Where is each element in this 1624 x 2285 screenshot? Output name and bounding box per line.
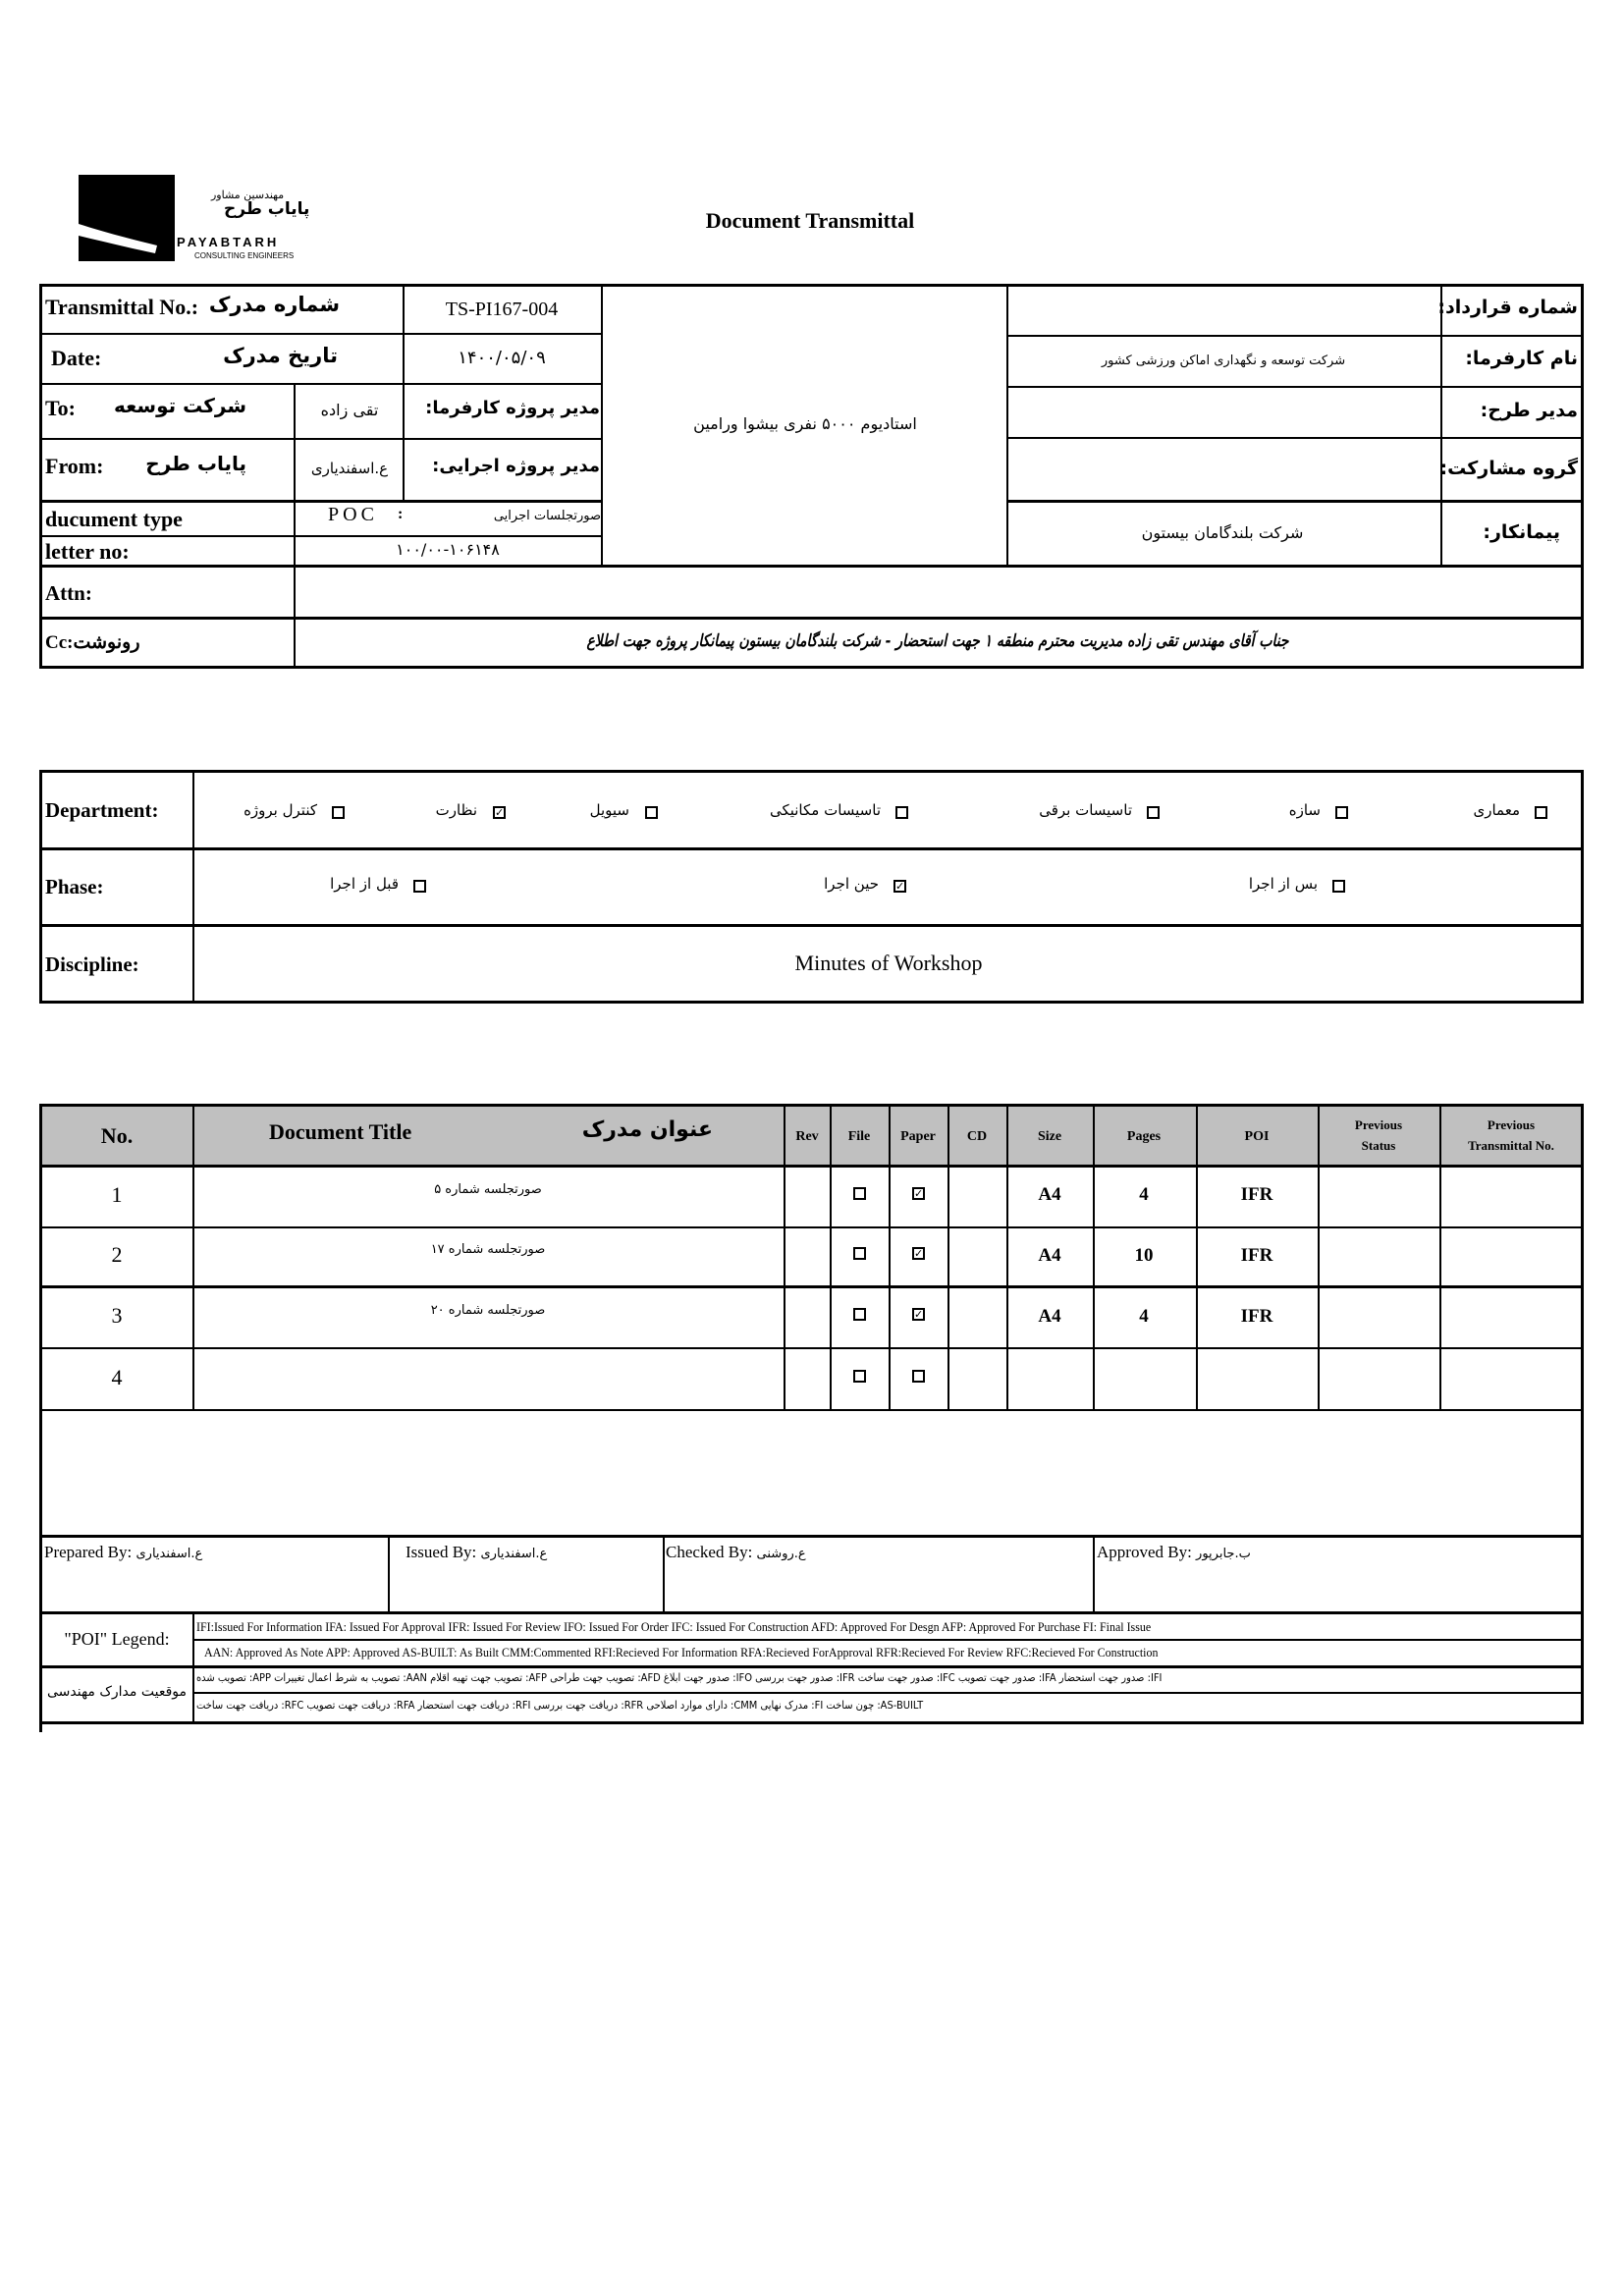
column-divider (889, 1104, 891, 1411)
column-divider (1439, 1104, 1441, 1411)
logo-latin-name: PAYABTARH (177, 235, 280, 249)
doc-type-value: صورتجلسات اجرایی (493, 509, 601, 523)
page-title: Document Transmittal (705, 208, 915, 233)
prepared-by-value: ع.اسفندیاری (135, 1547, 203, 1561)
checkmark-icon: ✓ (495, 806, 505, 819)
col-header-no: No. (100, 1123, 134, 1148)
checkmark-icon: ✓ (914, 1186, 924, 1200)
row-file-checkbox[interactable] (853, 1247, 866, 1260)
doc-type-code: POC (328, 504, 378, 525)
row-size: A4 (1038, 1184, 1061, 1205)
col-header-rev: Rev (795, 1129, 819, 1144)
department-checkbox[interactable] (1147, 806, 1160, 819)
row-poi: IFR (1240, 1305, 1273, 1327)
department-checkbox[interactable] (332, 806, 345, 819)
logo-persian-name: پایاب طرح (224, 199, 310, 219)
col-header-title-fa: عنوان مدرک (581, 1117, 713, 1142)
checkmark-icon: ✓ (895, 880, 905, 893)
row-document-title: صورتجلسه شماره ۵ (434, 1181, 542, 1197)
contractor-value: شرکت بلندگامان بیستون (1141, 523, 1304, 542)
cc-value: جناب آقای مهندس تقی زاده مدیریت محترم منطقه ۱ جهت استحضار - شرکت بلندگامان بیستون پیمانکار پروژه جهت اطلاع (586, 631, 1289, 651)
column-divider (1006, 1104, 1008, 1411)
to-value: شرکت توسعه (113, 394, 246, 417)
company-logo-mark (79, 175, 175, 261)
transmittal-no-label-fa: شماره مدرک (208, 293, 340, 316)
col-header-paper: Paper (900, 1129, 936, 1144)
checked-by-label: Checked By: (666, 1543, 753, 1561)
row-paper-checkbox[interactable] (912, 1247, 925, 1260)
column-divider (1093, 1104, 1095, 1411)
prepared-by-label: Prepared By: (44, 1543, 133, 1561)
row-paper-checkbox[interactable] (912, 1308, 925, 1321)
poi-legend-label: "POI" Legend: (64, 1629, 170, 1649)
project-manager-label: مدیر طرح: (1480, 400, 1578, 421)
doc-type-separator: : (398, 506, 404, 522)
to-label: To: (45, 396, 76, 420)
phase-checkbox[interactable] (1332, 880, 1345, 893)
row-file-checkbox[interactable] (853, 1370, 866, 1383)
phase-checkbox[interactable] (413, 880, 426, 893)
column-divider (192, 1104, 194, 1411)
department-checkbox[interactable] (493, 806, 506, 819)
row-paper-checkbox[interactable] (912, 1187, 925, 1200)
from-person: ع.اسفندیاری (310, 460, 389, 477)
row-number: 2 (111, 1242, 123, 1267)
col-header-file: File (847, 1129, 871, 1144)
column-divider (1318, 1104, 1320, 1411)
poi-legend-line-2: AAN: Approved As Note APP: Approved AS-BUILT: As Built CMM:Commented RFI:Recieved For Information RFA:Recieved ForApproval RFR:Recieved For Review RFC:Recieved For Construction (204, 1645, 1159, 1659)
col-header-prev-status-1: Previous (1354, 1117, 1403, 1132)
discipline-label: Discipline: (45, 952, 139, 976)
letter-no-value: ۱۰۰/۰۰-۱۰۶۱۴۸ (396, 540, 500, 559)
poi-legend-line-1: IFI:Issued For Information IFA: Issued For Approval IFR: Issued For Review IFO: Issued For Order IFC: Issued For Construction AFD: Approved For Desgn AFP: Approved For Purchase FI: Final Issue (196, 1619, 1152, 1634)
status-legend-line-2: AS-BUILT: چون ساخت FI: مدرک نهایی CMM: دارای موارد اصلاحی RFR: دریافت جهت بررسی RFI: دریافت جهت استحضار RFA: دریافت جهت تصویب RFC: دریافت جهت ساخت (196, 1699, 924, 1712)
phase-option-label: قبل از اجرا (330, 875, 399, 893)
row-poi: IFR (1240, 1184, 1273, 1205)
col-header-title-en: Document Title (269, 1119, 412, 1144)
checked-by-value: ع.روشنی (756, 1547, 806, 1561)
col-header-pages: Pages (1126, 1129, 1162, 1144)
row-number: 3 (111, 1303, 123, 1328)
department-checkbox[interactable] (1335, 806, 1348, 819)
date-value: ۱۴۰۰/۰۵/۰۹ (458, 348, 546, 368)
date-label: Date: (51, 346, 102, 370)
transmittal-no-label: Transmittal No.: (45, 295, 199, 319)
department-option-label: تاسیسات مکانیکی (769, 801, 881, 819)
checked-by (666, 1544, 806, 1560)
department-option-label: نظارت (435, 801, 477, 819)
logo-tagline: CONSULTING ENGINEERS (194, 251, 295, 260)
client-value: شرکت توسعه و نگهداری اماکن ورزشی کشور (1101, 354, 1346, 368)
row-number: 1 (111, 1181, 123, 1207)
column-divider (830, 1104, 832, 1411)
department-checkbox[interactable] (895, 806, 908, 819)
cc-label (45, 633, 140, 652)
department-checkbox[interactable] (1535, 806, 1547, 819)
row-file-checkbox[interactable] (853, 1187, 866, 1200)
from-value: پایاب طرح (145, 452, 246, 475)
row-file-checkbox[interactable] (853, 1308, 866, 1321)
logo-persian-subtitle: مهندسین مشاور (211, 189, 285, 201)
row-pages: 4 (1139, 1184, 1149, 1205)
column-divider (1196, 1104, 1198, 1411)
issued-by-value: ع.اسفندیاری (480, 1547, 548, 1561)
col-header-cd: CD (966, 1129, 988, 1144)
phase-label: Phase: (45, 875, 104, 898)
column-divider (947, 1104, 949, 1411)
department-option-label: معماری (1473, 801, 1520, 819)
department-option-label: کنترل بروژه (244, 801, 317, 819)
phase-checkbox[interactable] (893, 880, 906, 893)
contractor-label: پیمانکار: (1483, 521, 1560, 543)
prepared-by (44, 1544, 202, 1560)
row-pages: 10 (1134, 1244, 1154, 1266)
status-legend-line-1: IFI: صدور جهت استحضار IFA: صدور جهت تصویب IFC: صدور جهت ساخت IFR: صدور جهت بررسی IFO: صدور جهت ابلاغ AFD: تصویب جهت طراحی AFP: تصویب جهت تهیه اقلام AAN: تصویب به شرط اعمال تغییرات APP: تصویب شده (196, 1671, 1163, 1684)
checkmark-icon: ✓ (914, 1308, 924, 1321)
department-option-label: تاسیسات برقی (1039, 801, 1132, 819)
row-poi: IFR (1240, 1244, 1273, 1266)
client-label: نام کارفرما: (1465, 348, 1578, 369)
col-header-size: Size (1037, 1129, 1062, 1144)
col-header-prev-status-2: Status (1361, 1138, 1396, 1153)
row-paper-checkbox[interactable] (912, 1370, 925, 1383)
project-name: استادیوم ۵۰۰۰ نفری بیشوا ورامین (693, 414, 917, 433)
row-pages: 4 (1139, 1305, 1149, 1327)
department-label: Department: (45, 798, 159, 822)
issued-by (406, 1544, 547, 1560)
col-header-prev-tx-2: Transmittal No. (1468, 1138, 1554, 1153)
row-document-title: صورتجلسه شماره ۱۷ (430, 1242, 546, 1257)
col-header-poi: POI (1244, 1129, 1270, 1144)
contract-no-label: شماره قرارداد: (1437, 297, 1578, 318)
phase-option-label: بس از اجرا (1248, 875, 1318, 893)
approved-by (1097, 1544, 1251, 1560)
letter-no-label: letter no: (45, 539, 130, 564)
row-size: A4 (1038, 1305, 1061, 1327)
approved-by-value: ب.جابرپور (1196, 1547, 1251, 1561)
transmittal-no-value: TS-PI167-004 (445, 299, 559, 320)
department-option-label: سازه (1288, 801, 1321, 819)
department-checkbox[interactable] (645, 806, 658, 819)
discipline-value: Minutes of Workshop (794, 951, 983, 975)
checkmark-icon: ✓ (914, 1247, 924, 1260)
attn-label: Attn: (45, 581, 92, 605)
approved-by-label: Approved By: (1097, 1543, 1192, 1561)
from-role-label: مدیر پروژه اجرایی: (432, 456, 600, 476)
row-size: A4 (1038, 1244, 1061, 1266)
to-person: تقی زاده (320, 401, 379, 419)
row-number: 4 (111, 1364, 123, 1389)
row-document-title: صورتجلسه شماره ۲۰ (430, 1303, 546, 1318)
column-divider (784, 1104, 785, 1411)
doc-type-label: ducument type (45, 507, 183, 531)
phase-option-label: حین اجرا (824, 875, 879, 893)
logo-swoosh-icon (79, 175, 175, 261)
from-label: From: (45, 454, 104, 478)
department-option-label: سیویل (589, 801, 629, 819)
date-label-fa: تاریخ مدرک (223, 344, 338, 367)
cc-label-text: Cc:رونوشت (45, 632, 140, 653)
col-header-prev-tx-1: Previous (1487, 1117, 1536, 1132)
to-role-label: مدیر پروژه کارفرما: (425, 398, 600, 418)
issued-by-label: Issued By: (406, 1543, 477, 1561)
status-legend-label: موقعیت مدارک مهندسی (46, 1684, 188, 1700)
partnership-label: گروه مشارکت: (1439, 458, 1578, 479)
